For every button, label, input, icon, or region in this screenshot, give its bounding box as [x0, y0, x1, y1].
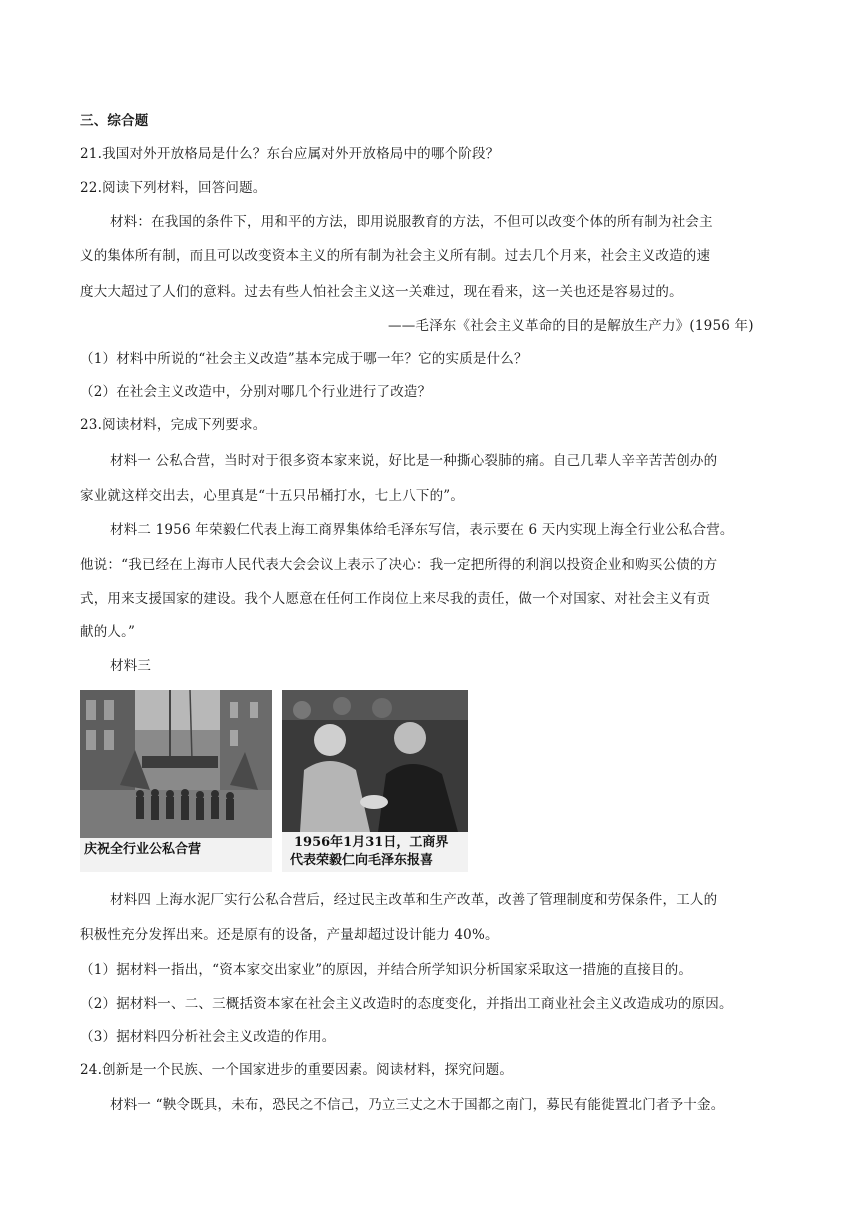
q23-sub-question-2: （2）据材料一、二、三概括资本家在社会主义改造时的态度变化，并指出工商业社会主义改造成功的原因。 [80, 996, 733, 1012]
q23-material1-line: 材料一 公私合营，当时对于很多资本家来说，好比是一种撕心裂肺的痛。自己几辈人辛辛苦苦创办的 [110, 453, 718, 469]
q23-material2-line: 材料二 1956 年荣毅仁代表上海工商界集体给毛泽东写信，表示要在 6 天内实现上海全行业公私合营。 [110, 522, 734, 538]
q23-material3-label: 材料三 [110, 658, 152, 674]
handshake-photo-caption-line2: 代表荣毅仁向毛泽东报喜 [290, 853, 434, 868]
q22-sub-question-2: （2）在社会主义改造中，分别对哪几个行业进行了改造？ [80, 384, 432, 400]
question-24-stem: 24.创新是一个民族、一个国家进步的重要因素。阅读材料，探究问题。 [80, 1062, 514, 1078]
q22-source: ——毛泽东《社会主义革命的目的是解放生产力》(1956 年) [388, 318, 754, 334]
question-23-stem: 23.阅读材料，完成下列要求。 [80, 417, 267, 433]
handshake-photo [282, 690, 468, 872]
q22-material-line: 材料：在我国的条件下，用和平的方法，即用说服教育的方法，不但可以改变个体的所有制为社会主 [110, 214, 713, 230]
q23-material1-line: 家业就这样交出去，心里真是“十五只吊桶打水，七上八下的”。 [80, 488, 465, 504]
q22-material-line: 度大大超过了人们的意料。过去有些人怕社会主义这一关难过，现在看来，这一关也还是容易过的。 [80, 284, 683, 300]
q23-sub-question-3: （3）据材料四分析社会主义改造的作用。 [80, 1029, 336, 1045]
q23-sub-question-1: （1）据材料一指出，“资本家交出家业”的原因，并结合所学知识分析国家采取这一措施的直接目的。 [80, 962, 693, 978]
question-21: 21.我国对外开放格局是什么？东台应属对外开放格局中的哪个阶段？ [80, 146, 500, 162]
section-title: 三、综合题 [80, 113, 149, 129]
q23-material4-line: 积极性充分发挥出来。还是原有的设备，产量却超过设计能力 40%。 [80, 927, 499, 943]
handshake-photo-image [282, 690, 468, 832]
question-22-stem: 22.阅读下列材料，回答问题。 [80, 180, 267, 196]
handshake-photo-caption-line1: 1956年1月31日，工商界 [294, 835, 449, 850]
q23-material4-line: 材料四 上海水泥厂实行公私合营后，经过民主改革和生产改革，改善了管理制度和劳保条件，工人的 [110, 892, 718, 908]
parade-photo-caption: 庆祝全行业公私合营 [84, 842, 202, 857]
q22-sub-question-1: （1）材料中所说的“社会主义改造”基本完成于哪一年？它的实质是什么？ [80, 351, 528, 367]
q22-material-line: 义的集体所有制，而且可以改变资本主义的所有制为社会主义所有制。过去几个月来，社会主义改造的速 [80, 248, 711, 264]
q23-material2-line: 他说：“我已经在上海市人民代表大会会议上表示了决心：我一定把所得的利润以投资企业和购买公债的方 [80, 557, 718, 573]
parade-photo [80, 690, 272, 872]
parade-photo-image [80, 690, 272, 838]
q23-material2-line: 式，用来支援国家的建设。我个人愿意在任何工作岗位上来尽我的责任，做一个对国家、对社会主义有贡 [80, 591, 711, 607]
q24-material1-line: 材料一 “鞅令既具，未布，恐民之不信己，乃立三丈之木于国都之南门，募民有能徙置北门者予十金。 [110, 1097, 725, 1113]
q23-material2-line: 献的人。” [80, 624, 136, 640]
